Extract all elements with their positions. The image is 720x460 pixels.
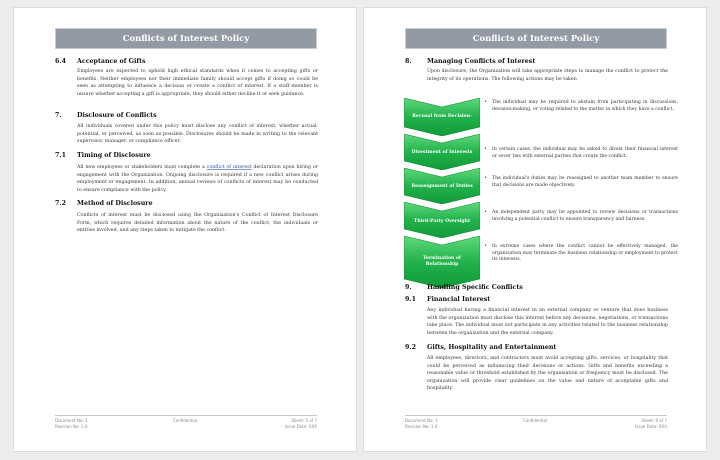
- revision-number: Revision No: 1.0: [55, 423, 88, 429]
- paragraph-financial-interest: Any individual having a financial interest in an external company or venture that does business with the organization must disclose this interest before any decisions, negotiations, or transactions take place. The individual must not participate in any activities related to the business relationship between the organization and the external company.: [427, 308, 668, 336]
- sheet-number: Sheet: 5 of 7: [291, 418, 317, 423]
- text-run: declaration upon hiring or engagement with the Organization. Ongoing disclosure is required if a new conflict arises during employment or engagement. In addition, annual reviews of conflicts of interest may be conducted to ensure compliance with the policy.: [77, 165, 318, 193]
- paragraph-method: Conflicts of interest must be disclosed using the Organization's Conflict of Interest Disclosure Form, which requires detailed information about the nature of the conflict, the individuals or entities involved, and any steps taken to mitigate the conflict.: [77, 213, 318, 234]
- document-page-6: [364, 8, 706, 451]
- footer-center: Confidential: [172, 418, 198, 423]
- section-number: 9.1: [405, 296, 416, 303]
- document-number: Document No: 1: [55, 418, 88, 423]
- action-label: Divestment of Interests: [411, 150, 473, 155]
- footer-center: Confidential: [522, 418, 548, 423]
- issue-date: Issue Date: XXX: [634, 423, 667, 429]
- document-page-5: [14, 8, 356, 451]
- sheet-number: Sheet: 6 of 7: [641, 418, 667, 423]
- paragraph-gifts-hospitality: All employees, directors, and contractors must avoid accepting gifts, services, or hospitality that could be perceived as influencing their decisions or actions. Gifts and benefits exceeding a reasonable value or threshold established by the organization or frequency must be disclosed. The organization will provide clear guidelines on the value and nature of acceptable gifts and hospitality.: [427, 356, 668, 392]
- action-description: In extreme cases where the conflict cannot be effectively managed, the organization may terminate the business relationship or employment to protect its interests.: [492, 244, 678, 263]
- section-title: Method of Disclosure: [77, 200, 153, 207]
- page-banner-title: Conflicts of Interest Policy: [55, 28, 317, 49]
- section-number: 7.2: [55, 200, 66, 207]
- action-description: The individual's duties may be reassigned to another team member to ensure that decisions are made objectively.: [492, 176, 678, 188]
- action-label: Third-Party Oversight: [413, 219, 471, 224]
- section-number: 6.4: [55, 58, 66, 65]
- bullet-icon: •: [484, 99, 487, 105]
- section-title: Handling Specific Conflicts: [427, 284, 523, 291]
- paragraph-disclosure: All individuals covered under this policy must disclose any conflict of interest, whether actual, potential, or perceived, as soon as possible. Disclosures should be made in writing to the relevant supervisor, manager, or compliance officer.: [77, 124, 318, 145]
- action-chevron: [404, 98, 480, 136]
- footer-right: [285, 418, 317, 429]
- action-label: Reassignment of Duties: [411, 184, 473, 189]
- action-description: The individual may be required to abstain from participating in discussions, decision-making, or voting related to the matter in which they have a conflict.: [492, 100, 678, 112]
- action-chevron: [404, 134, 480, 170]
- footer-divider: [55, 415, 317, 416]
- paragraph-timing: [77, 164, 318, 194]
- footer-right: [635, 418, 667, 429]
- section-title: Gifts, Hospitality and Entertainment: [427, 344, 557, 351]
- bullet-icon: •: [484, 175, 487, 181]
- section-number: 7.1: [55, 152, 66, 159]
- action-chevron: [404, 168, 480, 204]
- paragraph-managing: Upon disclosure, the Organization will take appropriate steps to manage the conflict to protect the integrity of its operations. The following actions may be taken: [427, 69, 668, 82]
- paragraph-gifts: Employees are expected to uphold high ethical standards when it comes to accepting gifts or benefits. Neither employees nor their immediate family should accept gifts if doing so could be seen as attempting to influence a decision or create a conflict of interest. If a staff member is unsure whether accepting a gift is appropriate, they should either decline it or seek guidance.: [77, 69, 318, 97]
- section-title: Acceptance of Gifts: [77, 58, 146, 65]
- footer-divider: [405, 415, 667, 416]
- section-number: 8.: [405, 58, 412, 65]
- action-label: Termination of Relationship: [422, 256, 462, 267]
- bullet-icon: •: [484, 146, 487, 152]
- document-number: Document No: 1: [405, 418, 438, 423]
- issue-date: Issue Date: XXX: [284, 423, 317, 429]
- section-title: Timing of Disclosure: [77, 152, 151, 159]
- revision-number: Revision No: 1.0: [405, 423, 438, 429]
- bullet-icon: •: [484, 243, 487, 249]
- action-chevron: [404, 202, 480, 238]
- action-description: An independent party may be appointed to review decisions or transactions involving a potential conflict to ensure transparency and fairness.: [492, 210, 678, 222]
- section-number: 9.2: [405, 344, 416, 351]
- action-label: Recusal from Decision-: [412, 114, 472, 119]
- section-number: 9.: [405, 284, 412, 291]
- bullet-icon: •: [484, 209, 487, 215]
- section-title: Managing Conflicts of Interest: [427, 58, 536, 65]
- conflict-of-interest-link[interactable]: conflict of interest: [206, 165, 252, 170]
- page-banner-title: Conflicts of Interest Policy: [405, 28, 667, 49]
- action-chevron: [404, 236, 480, 288]
- text-run: All new employees or stakeholders must complete a: [77, 165, 207, 170]
- section-title: Disclosure of Conflicts: [77, 112, 157, 119]
- section-number: 7.: [55, 112, 62, 119]
- section-title: Financial Interest: [427, 296, 491, 303]
- action-description: In certain cases, the individual may be asked to divest their financial interest or sever ties with external parties that create the conflict.: [492, 147, 678, 159]
